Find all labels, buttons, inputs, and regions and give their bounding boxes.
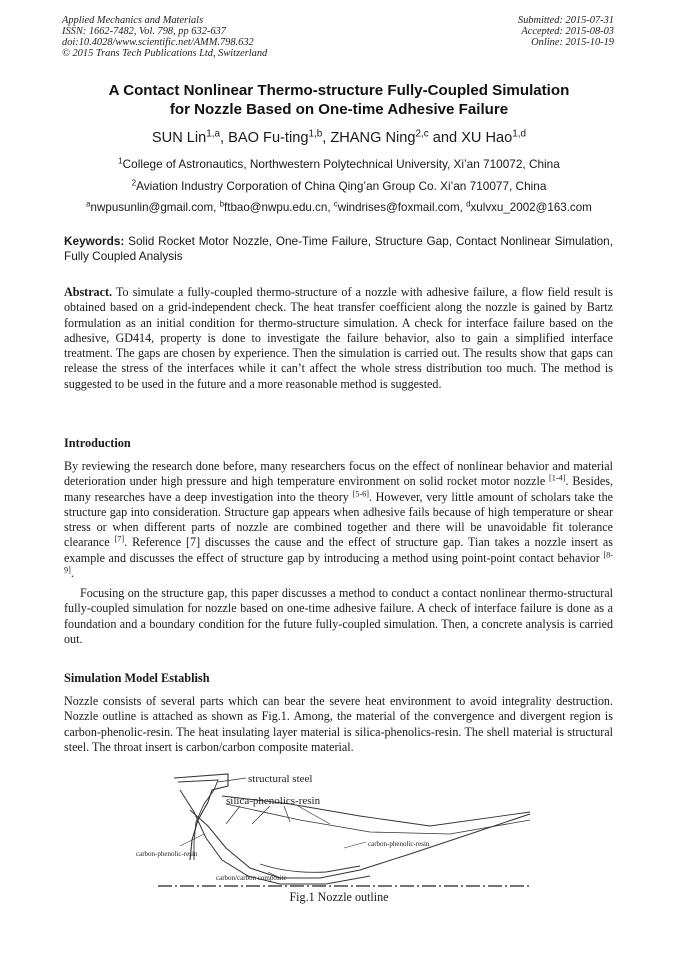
author-name: ZHANG Ning bbox=[330, 130, 416, 146]
structural-steel-shell bbox=[174, 774, 228, 860]
label-silica-phenolics-resin: silica-phenolics-resin bbox=[226, 795, 321, 807]
author-affiliation-marker: 1,d bbox=[512, 128, 527, 140]
author-affiliation-marker: 2,c bbox=[415, 128, 429, 140]
label-carbon-phenolic-resin-right: carbon-phenolic-resin bbox=[368, 840, 430, 848]
email-separator: , bbox=[213, 201, 220, 214]
leader-line-silica bbox=[284, 806, 290, 822]
email-separator: , bbox=[459, 201, 467, 214]
abstract-block bbox=[64, 285, 613, 392]
leader-line-structural-steel bbox=[218, 778, 246, 782]
email-marker: c bbox=[333, 199, 338, 209]
affiliation-2 bbox=[40, 178, 638, 194]
section-heading-introduction: Introduction bbox=[64, 436, 131, 450]
email-link[interactable]: xulvxu_2002@163.com bbox=[470, 201, 592, 214]
paragraph-text: By reviewing the research done before, many researchers focus on the effect of nonlinear behavior and material deterioration under high pressure and high temperature environment on solid rocket motor nozzle bbox=[64, 459, 613, 489]
throat-insert bbox=[260, 864, 360, 872]
email-link[interactable]: ftbao@nwpu.edu.cn bbox=[224, 201, 328, 214]
email-link[interactable]: nwpusunlin@gmail.com bbox=[90, 201, 214, 214]
citation-ref[interactable]: [8-9] bbox=[64, 550, 613, 575]
simulation-model-paragraph: Nozzle consists of several parts which can bear the severe heat environment to avoid integrality destruction. Nozzle outline is attached as shown as Fig.1. Among, the material of the convergence and divergent region is carbon-phenolic-resin. The heat insulating layer material is silica-phenolics-resin. The shell material is structural steel. The throat insert is carbon/carbon composite material. bbox=[64, 694, 613, 754]
insulating-layer-outline bbox=[190, 810, 530, 878]
affiliation-marker: 2 bbox=[131, 178, 137, 188]
email-separator: , bbox=[327, 201, 334, 214]
email-marker: b bbox=[219, 199, 224, 209]
email-marker: d bbox=[466, 199, 471, 209]
label-carbon-carbon-composite: carbon/carbon composite bbox=[216, 874, 287, 882]
affiliation-text: Aviation Industry Corporation of China Qing’an Group Co. Xi’an 710077, China bbox=[136, 179, 547, 193]
online-date: Online: 2015-10-19 bbox=[531, 37, 614, 48]
author-affiliation-marker: 1,a bbox=[206, 128, 221, 140]
leader-line-silica bbox=[298, 806, 330, 824]
journal-doi[interactable]: doi:10.4028/www.scientific.net/AMM.798.632 bbox=[62, 37, 254, 48]
author-affiliation-marker: 1,b bbox=[308, 128, 323, 140]
title-line-1: A Contact Nonlinear Thermo-structure Fully-Coupled Simulation bbox=[108, 82, 570, 99]
accepted-date: Accepted: 2015-08-03 bbox=[521, 26, 614, 37]
author-separator: , bbox=[322, 130, 331, 146]
citation-ref[interactable]: [7] bbox=[114, 534, 125, 544]
author-separator: and bbox=[428, 130, 462, 146]
keywords-text: Solid Rocket Motor Nozzle, One-Time Failure, Structure Gap, Contact Nonlinear Simulation, Fully Coupled Analysis bbox=[64, 234, 613, 263]
nozzle-outline-figure bbox=[130, 768, 550, 896]
journal-copyright: © 2015 Trans Tech Publications Ltd, Switzerland bbox=[62, 48, 268, 59]
dates-header bbox=[518, 15, 614, 48]
author-name: BAO Fu-ting bbox=[228, 130, 309, 146]
email-marker: a bbox=[86, 199, 91, 209]
keywords-label: Keywords: bbox=[64, 234, 125, 248]
label-carbon-phenolic-resin-left: carbon-phenolic-resin bbox=[136, 850, 198, 858]
leader-line-silica bbox=[252, 806, 270, 824]
paragraph-text: . Reference [7] discusses the cause and the effect of structure gap. Tian takes a nozzle insert as example and discusses the effect of structure gap by introducing a method using point-point contact behavior bbox=[64, 535, 613, 565]
abstract-text: To simulate a fully-coupled thermo-structure of a nozzle with adhesive failure, a flow field result is obtained based on a grid-independent check. The heat transfer coefficient along the nozzle is gained by Bartz formulation as an initial condition for thermo-structure simulation. A check for interface failure based on the adhesive, GD414, property is done to investigate the failure behavior, also to gain a simplified interface treatment. The gaps are chosen by experience. Then the simulation is carried out. The results show that gaps can release the stress of the interfaces while it can’t affect the whole stress distribution too much. The method is suggested to be used in the future and a more reasonable method is suggested. bbox=[64, 285, 613, 391]
introduction-paragraph-2: Focusing on the structure gap, this paper discusses a method to conduct a contact nonlinear thermo-structural fully-coupled simulation for nozzle based on one-time adhesive failure. A check of interface failure is done as a foundation and a boundary condition for the future fully-coupled simulation. Then, a concrete analysis is carried out. bbox=[64, 586, 613, 646]
journal-issn: ISSN: 1662-7482, Vol. 798, pp 632-637 bbox=[62, 26, 226, 37]
journal-header bbox=[62, 15, 267, 59]
paragraph-text: . Besides, many researches have a deep investigation into the theory bbox=[64, 474, 613, 504]
author-name: XU Hao bbox=[461, 130, 513, 146]
affiliation-marker: 1 bbox=[118, 156, 123, 166]
affiliation-1 bbox=[40, 156, 638, 172]
figure-caption: Fig.1 Nozzle outline bbox=[289, 890, 389, 904]
citation-ref[interactable]: [1-4] bbox=[549, 473, 566, 483]
title-line-2: for Nozzle Based on One-time Adhesive Failure bbox=[169, 101, 509, 118]
leader-line-silica bbox=[226, 806, 240, 824]
affiliation-text: College of Astronautics, Northwestern Polytechnical University, Xi’an 710072, China bbox=[122, 157, 560, 171]
introduction-paragraph-1 bbox=[64, 459, 613, 581]
citation-ref[interactable]: [5-6] bbox=[352, 489, 369, 499]
abstract-label: Abstract. bbox=[64, 285, 113, 299]
author-name: SUN Lin bbox=[151, 130, 207, 146]
paper-title bbox=[40, 81, 638, 119]
submitted-date: Submitted: 2015-07-31 bbox=[517, 15, 614, 26]
author-emails bbox=[40, 200, 638, 216]
paragraph-text: . However, very little amount of scholars take the structure gap into consideration. Structure gap appears when adhesive fails because of high temperature or shear stress or when different parts of nozzle are combined together and there will be unavoidable fit tolerance clearance bbox=[64, 489, 613, 550]
section-heading-simulation-model: Simulation Model Establish bbox=[64, 671, 210, 685]
keywords-block bbox=[64, 234, 613, 264]
author-separator: , bbox=[220, 130, 229, 146]
journal-name: Applied Mechanics and Materials bbox=[62, 15, 204, 26]
label-structural-steel: structural steel bbox=[248, 773, 313, 785]
paragraph-text: . bbox=[70, 566, 74, 581]
author-list bbox=[40, 128, 638, 148]
email-link[interactable]: windrises@foxmail.com bbox=[337, 201, 460, 214]
leader-line-carbon-phenolic-right bbox=[344, 842, 366, 848]
